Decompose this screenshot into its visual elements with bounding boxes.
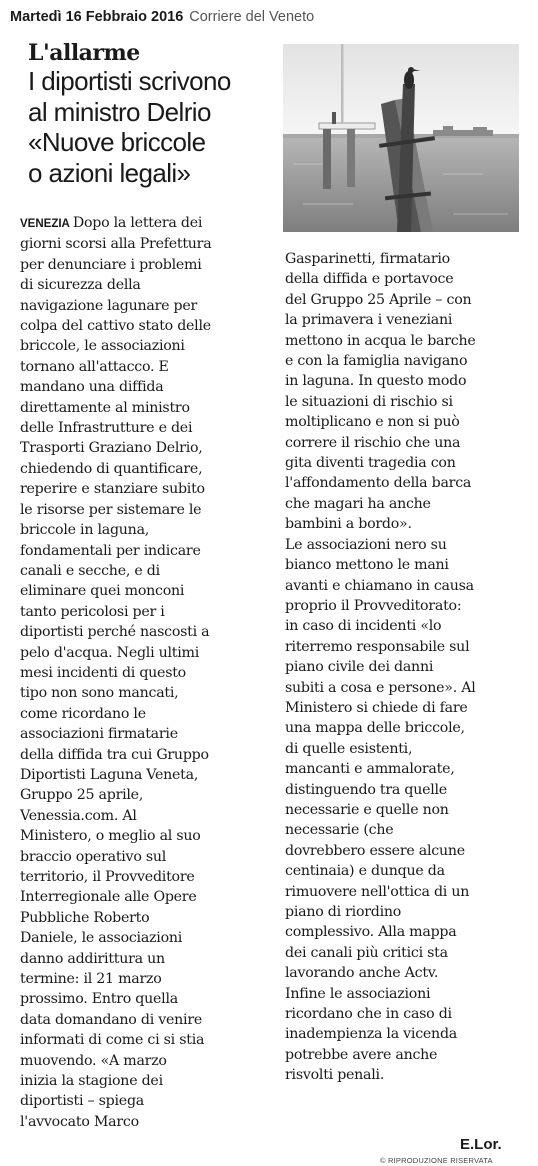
- article-line: risvolti penali.: [285, 1067, 385, 1084]
- article-line: tornano all'attacco. E: [20, 358, 169, 375]
- article-column-2: [285, 249, 529, 1086]
- article-line: territorio, il Provveditore: [20, 869, 195, 885]
- article-line: della diffida tra cui Gruppo: [20, 746, 209, 763]
- article-line: in caso di incidenti «lo: [285, 618, 442, 635]
- article-line: di sicurezza della: [20, 277, 141, 294]
- article-line: Daniele, le associazioni: [20, 930, 183, 947]
- article-line: inizia la stagione dei: [20, 1073, 163, 1090]
- article-line: le situazioni di rischio si: [285, 393, 453, 410]
- publication-date: Martedì 16 Febbraio 2016: [10, 9, 184, 25]
- article-line: navigazione lagunare per: [20, 297, 198, 314]
- article-line: per denunciare i problemi: [20, 256, 202, 273]
- article-line: Pubbliche Roberto: [20, 909, 150, 926]
- author-signature: E.Lor.: [460, 1136, 502, 1153]
- article-line: briccole, le associazioni: [20, 338, 185, 355]
- article-line: che magari ha anche: [285, 495, 431, 512]
- headline-line: I diportisti scrivono: [28, 66, 231, 96]
- article-line: data domandano di venire: [20, 1011, 203, 1028]
- newspaper-name: Corriere del Veneto: [189, 9, 315, 25]
- article-line: chiedendo di quantificare,: [20, 460, 203, 477]
- article-line: mettono in acqua le barche: [285, 332, 476, 349]
- article-line: centinaia) e dunque da: [285, 863, 445, 880]
- article-line: proprio il Provveditorato:: [285, 597, 462, 614]
- article-line: riterremo responsabile sul: [285, 638, 470, 655]
- article-line: bambini a bordo».: [285, 516, 412, 533]
- article-line: piano di riordino: [285, 904, 402, 920]
- article-line: Diportisti Laguna Veneta,: [20, 766, 199, 783]
- article-line: bianco mettono le mani: [285, 557, 449, 574]
- article-line: [20, 213, 273, 234]
- article-line: ricordano che in caso di: [285, 1006, 452, 1023]
- article-line: gita diventi tragedia con: [285, 455, 456, 472]
- page-header: [10, 8, 530, 26]
- article-line: tipo non sono mancati,: [20, 685, 179, 702]
- article-line: Venessia.com. Al: [20, 807, 137, 824]
- article-line: Trasporti Graziano Delrio,: [20, 440, 203, 457]
- article-line: informati di come ci si stia: [20, 1032, 205, 1049]
- article-line: giorni scorsi alla Prefettura: [20, 236, 212, 253]
- article-line-text: Dopo la lettera dei: [72, 215, 203, 231]
- article-line: avanti e chiamano in causa: [285, 577, 474, 594]
- article-line: in laguna. In questo modo: [285, 373, 467, 390]
- article-line: pelo d'acqua. Negli ultimi: [20, 644, 200, 661]
- article-line: mesi incidenti di questo: [20, 664, 186, 681]
- article-line: Le associazioni nero su: [285, 536, 447, 553]
- article-line: della diffida e portavoce: [285, 271, 454, 288]
- article-line: mandano una diffida: [20, 379, 164, 396]
- article-line: diportisti perché nascosti a: [20, 624, 210, 641]
- article-line: l'affondamento della barca: [285, 475, 472, 492]
- article-line: correre il rischio che una: [285, 434, 461, 451]
- article-line: fondamentali per indicare: [20, 542, 201, 559]
- article-line: direttamente al ministro: [20, 399, 190, 416]
- article-line: associazioni firmatarie: [20, 726, 178, 743]
- article-headline: [28, 66, 280, 188]
- article-line: dovrebbero essere alcune: [285, 842, 465, 859]
- article-line: moltiplicano e non si può: [285, 414, 460, 431]
- article-line: le risorse per sistemare le: [20, 501, 202, 518]
- article-line: delle Infrastrutture e dei: [20, 420, 193, 437]
- article-column-1: [20, 213, 273, 1132]
- article-line: distinguendo tra quelle: [285, 781, 447, 798]
- article-line: necessarie (che: [285, 822, 394, 839]
- article-line: briccole in laguna,: [20, 522, 150, 539]
- article-line: lavorando anche Actv.: [285, 965, 439, 982]
- article-line: prossimo. Entro quella: [20, 991, 178, 1008]
- article-line: colpa del cattivo stato delle: [20, 318, 211, 335]
- article-line: Ministero, o meglio al suo: [20, 828, 201, 845]
- article-line: muovendo. «A marzo: [20, 1052, 167, 1069]
- article-line: potrebbe avere anche: [285, 1046, 438, 1063]
- article-line: tanto pericolosi per i: [20, 603, 165, 620]
- article-line: l'avvocato Marco: [20, 1113, 139, 1130]
- headline-line: al ministro Delrio: [28, 96, 211, 127]
- article-line: rimuovere nell'ottica di un: [285, 883, 470, 900]
- article-line: eliminare quei monconi: [20, 583, 185, 600]
- briccole-photo-image: [283, 44, 519, 232]
- article-line: necessarie e quelle non: [285, 801, 449, 818]
- article-line: Ministero si chiede di fare: [285, 699, 468, 716]
- article-line: diportisti – spiega: [20, 1093, 144, 1110]
- article-line: inadempienza la vicenda: [285, 1026, 457, 1043]
- article-line: e con la famiglia navigano: [285, 353, 468, 370]
- article-line: dei canali più critici sta: [285, 944, 448, 961]
- article-line: Gruppo 25 aprile,: [20, 787, 144, 804]
- article-line: subiti a cosa e persone». Al: [285, 679, 476, 696]
- article-line: di quelle esistenti,: [285, 740, 413, 757]
- article-kicker: L'allarme: [28, 40, 140, 66]
- article-line: una mappa delle briccole,: [285, 720, 465, 737]
- headline-line: «Nuove briccole: [28, 127, 206, 157]
- article-line: reperire e stanziare subito: [20, 481, 205, 498]
- headline-line: o azioni legali»: [28, 157, 191, 188]
- article-line: complessivo. Alla mappa: [285, 924, 457, 941]
- article-line: termine: il 21 marzo: [20, 971, 162, 988]
- article-line: Infine le associazioni: [285, 985, 431, 1002]
- article-line: la primavera i veneziani: [285, 312, 453, 329]
- article-line: canali e secche, e di: [20, 562, 160, 579]
- lagoon-photo: [283, 44, 519, 232]
- article-line: danno addirittura un: [20, 950, 165, 967]
- article-line: piano civile dei danni: [285, 659, 434, 676]
- article-line: mancanti e ammalorate,: [285, 761, 455, 778]
- copyright-notice: © RIPRODUZIONE RISERVATA: [380, 1156, 493, 1165]
- article-line: come ricordano le: [20, 705, 146, 722]
- article-line: del Gruppo 25 Aprile – con: [285, 291, 472, 308]
- article-line: Interregionale alle Opere: [20, 889, 197, 906]
- article-line: braccio operativo sul: [20, 848, 167, 865]
- article-dateline: VENEZIA: [20, 218, 70, 230]
- article-line: Gasparinetti, firmatario: [285, 251, 450, 267]
